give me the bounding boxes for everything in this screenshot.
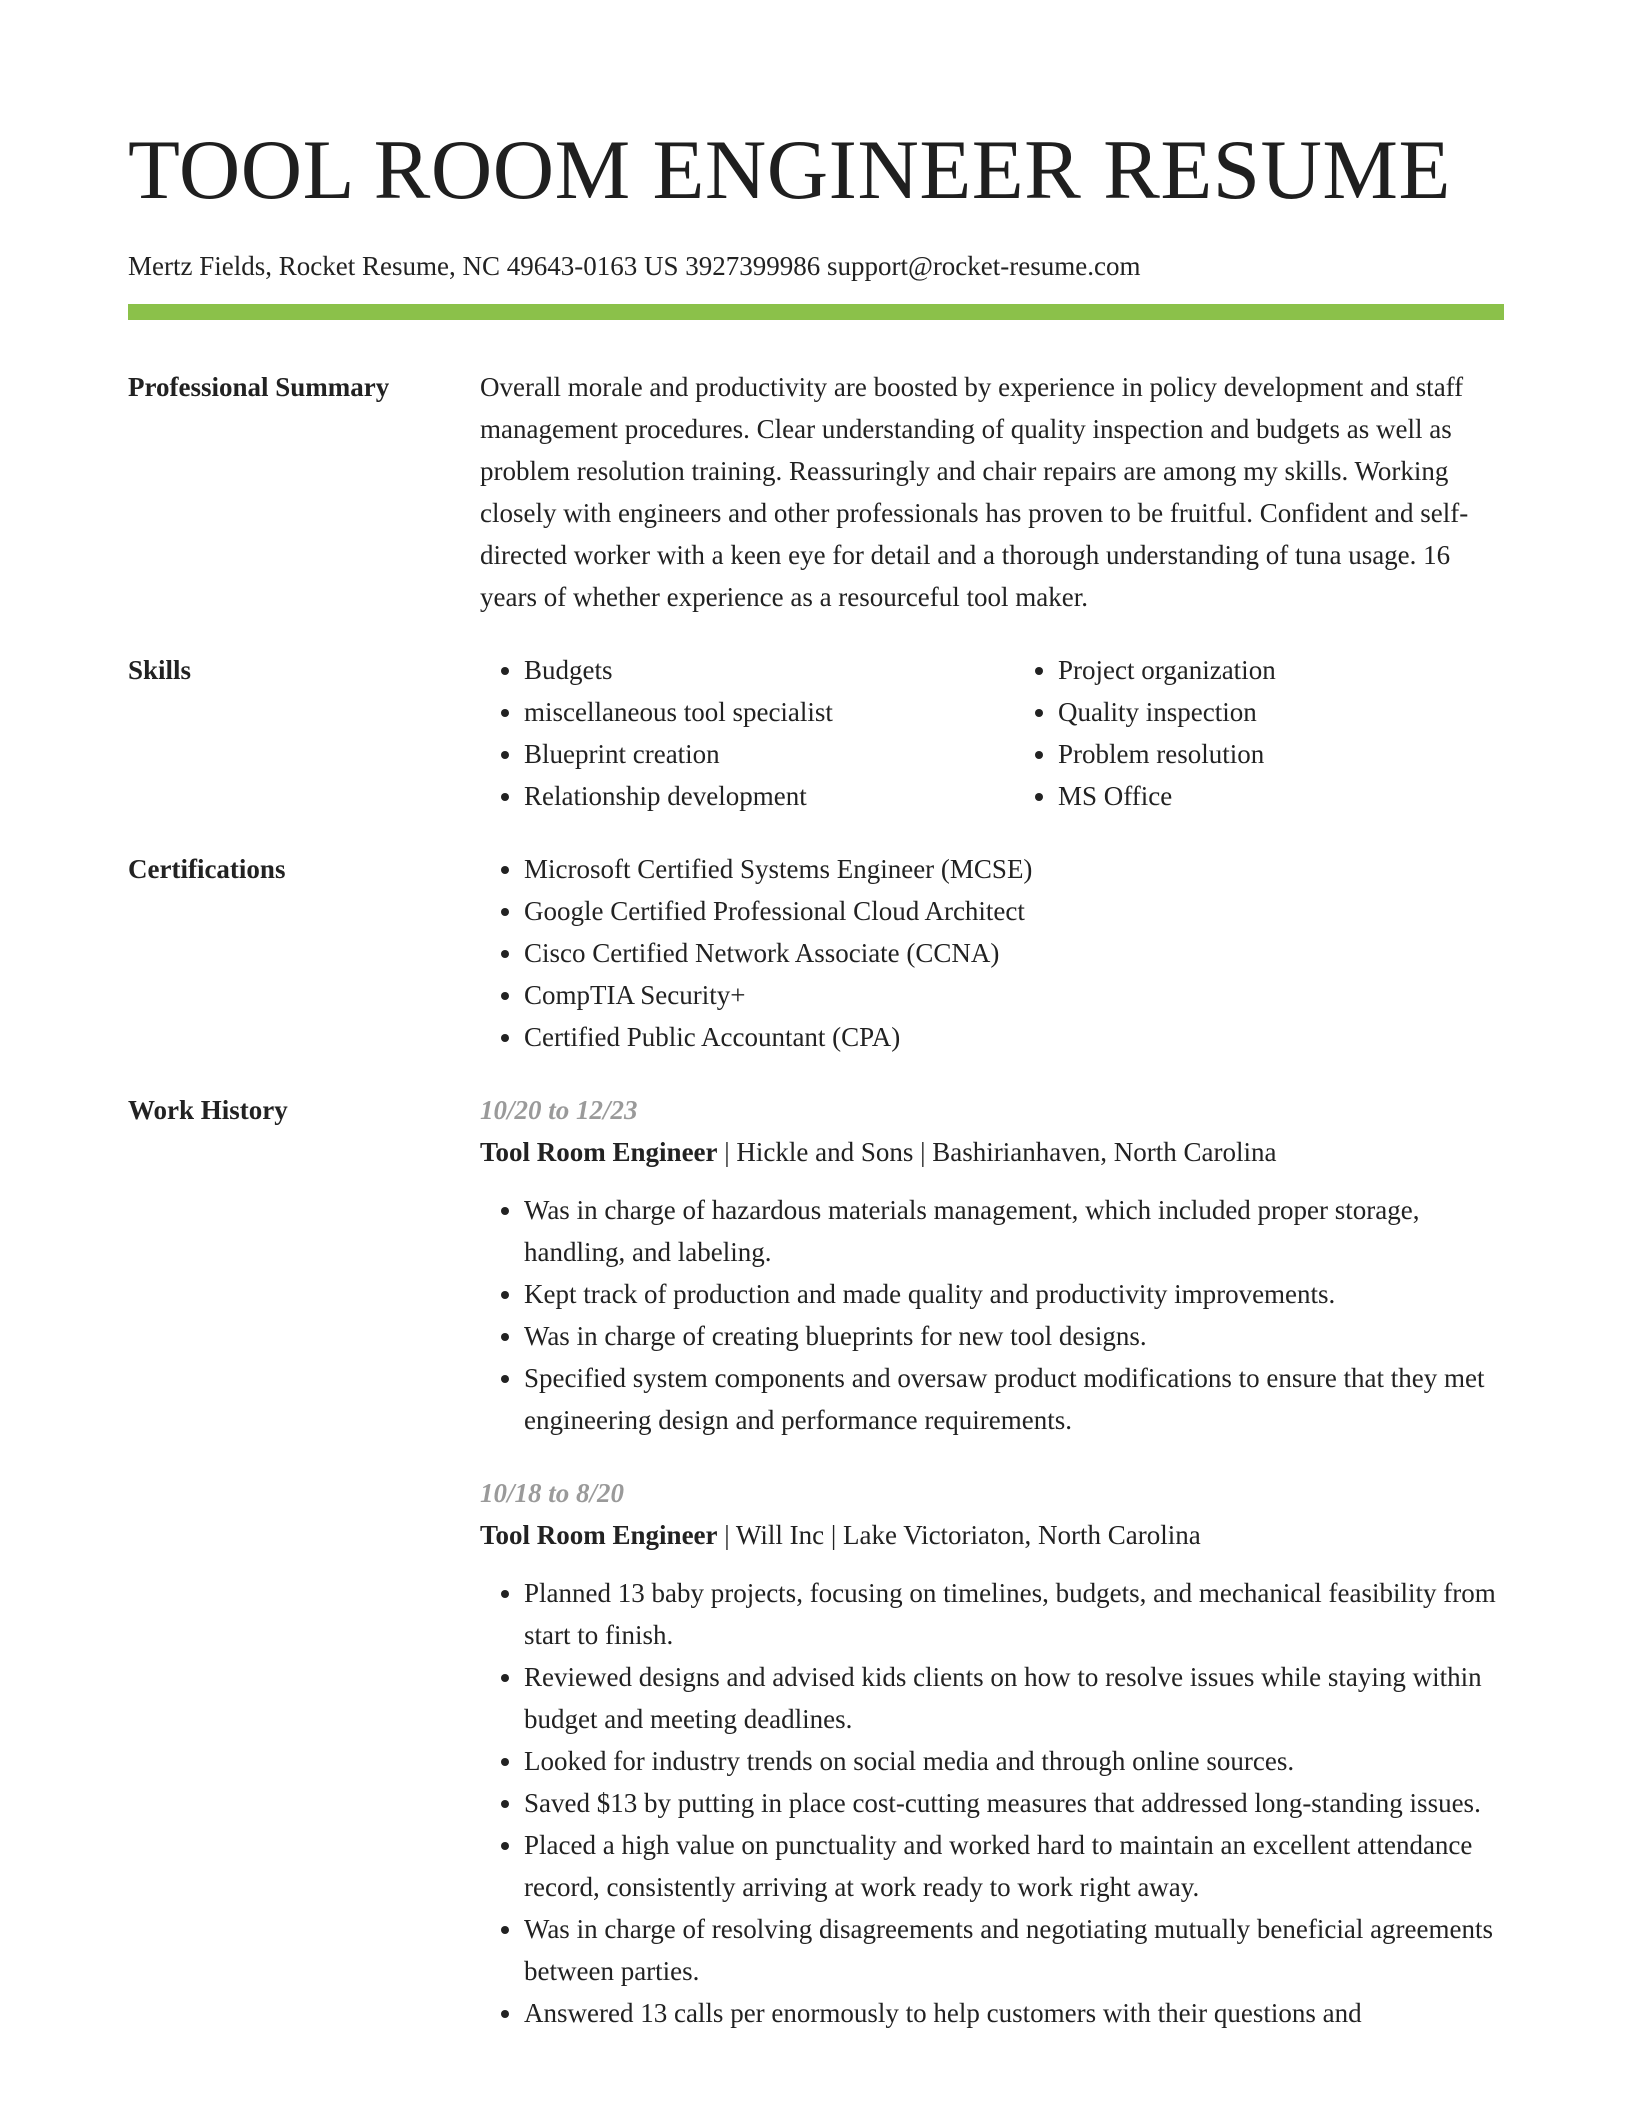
skills-label: Skills	[128, 655, 192, 685]
certifications-list	[480, 848, 1504, 1058]
certification-item: • Certified Public Accountant (CPA)	[524, 1016, 1504, 1058]
certification-item: • Cisco Certified Network Associate (CCNA)	[524, 932, 1504, 974]
job-entry	[480, 1089, 1504, 1441]
skills-column-2	[1014, 649, 1504, 817]
skills-column-1	[480, 649, 970, 817]
skill-item: • Blueprint creation	[524, 733, 970, 775]
work-history-label: Work History	[128, 1095, 288, 1125]
summary-section	[128, 366, 1504, 618]
skill-item: • Budgets	[524, 649, 970, 691]
job-role: Tool Room Engineer	[480, 1520, 718, 1550]
skill-item: • miscellaneous tool specialist	[524, 691, 970, 733]
skill-item: • Quality inspection	[1058, 691, 1504, 733]
skill-item: • MS Office	[1058, 775, 1504, 817]
job-bullet: • Placed a high value on punctuality and worked hard to maintain an excellent attendance record, consistently arriving at work ready to work right away.	[524, 1824, 1504, 1908]
certifications-section	[128, 848, 1504, 1058]
contact-line: Mertz Fields, Rocket Resume, NC 49643-0163 US 3927399986 support@rocket-resume.com	[128, 251, 1141, 281]
certification-item: • Microsoft Certified Systems Engineer (MCSE)	[524, 848, 1504, 890]
job-bullet: • Specified system components and oversaw product modifications to ensure that they met engineering design and performance requirements.	[524, 1357, 1504, 1441]
job-bullet-list	[480, 1572, 1504, 2034]
job-dates: 10/18 to 8/20	[480, 1478, 625, 1508]
skill-item: • Problem resolution	[1058, 733, 1504, 775]
certification-item: • Google Certified Professional Cloud Architect	[524, 890, 1504, 932]
job-bullet: • Was in charge of creating blueprints for new tool designs.	[524, 1315, 1504, 1357]
job-bullet-list	[480, 1189, 1504, 1441]
accent-divider	[128, 304, 1504, 320]
summary-text: Overall morale and productivity are boosted by experience in policy development and staff management procedures. Clear understanding of quality inspection and budgets as well as problem resolution training. Reassuringly and chair repairs are among my skills. Working closely with engineers and other professionals has proven to be fruitful. Confident and self-directed worker with a keen eye for detail and a thorough understanding of tuna usage. 16 years of whether experience as a resourceful tool maker.	[480, 372, 1469, 612]
resume-title: TOOL ROOM ENGINEER RESUME	[128, 123, 1451, 217]
job-entry	[480, 1472, 1504, 2034]
job-bullet: • Answered 13 calls per enormously to help customers with their questions and	[524, 1992, 1504, 2034]
job-details: | Hickle and Sons | Bashirianhaven, North Carolina	[717, 1137, 1277, 1167]
job-bullet: • Looked for industry trends on social media and through online sources.	[524, 1740, 1504, 1782]
job-bullet: • Was in charge of resolving disagreements and negotiating mutually beneficial agreements between parties.	[524, 1908, 1504, 1992]
job-bullet: • Kept track of production and made quality and productivity improvements.	[524, 1273, 1504, 1315]
resume-page	[128, 0, 1504, 2034]
job-bullet: • Was in charge of hazardous materials management, which included proper storage, handling, and labeling.	[524, 1189, 1504, 1273]
job-dates: 10/20 to 12/23	[480, 1095, 638, 1125]
skill-item: • Relationship development	[524, 775, 970, 817]
skill-item: • Project organization	[1058, 649, 1504, 691]
job-details: | Will Inc | Lake Victoriaton, North Carolina	[717, 1520, 1201, 1550]
certifications-label: Certifications	[128, 854, 286, 884]
job-bullet: • Saved $13 by putting in place cost-cutting measures that addressed long-standing issues.	[524, 1782, 1504, 1824]
skills-section	[128, 649, 1504, 817]
job-role: Tool Room Engineer	[480, 1137, 718, 1167]
job-title-line	[480, 1131, 1504, 1173]
job-title-line	[480, 1514, 1504, 1556]
work-history-section	[128, 1089, 1504, 2034]
summary-label: Professional Summary	[128, 372, 390, 402]
job-bullet: • Planned 13 baby projects, focusing on timelines, budgets, and mechanical feasibility from start to finish.	[524, 1572, 1504, 1656]
certification-item: • CompTIA Security+	[524, 974, 1504, 1016]
job-bullet: • Reviewed designs and advised kids clients on how to resolve issues while staying within budget and meeting deadlines.	[524, 1656, 1504, 1740]
